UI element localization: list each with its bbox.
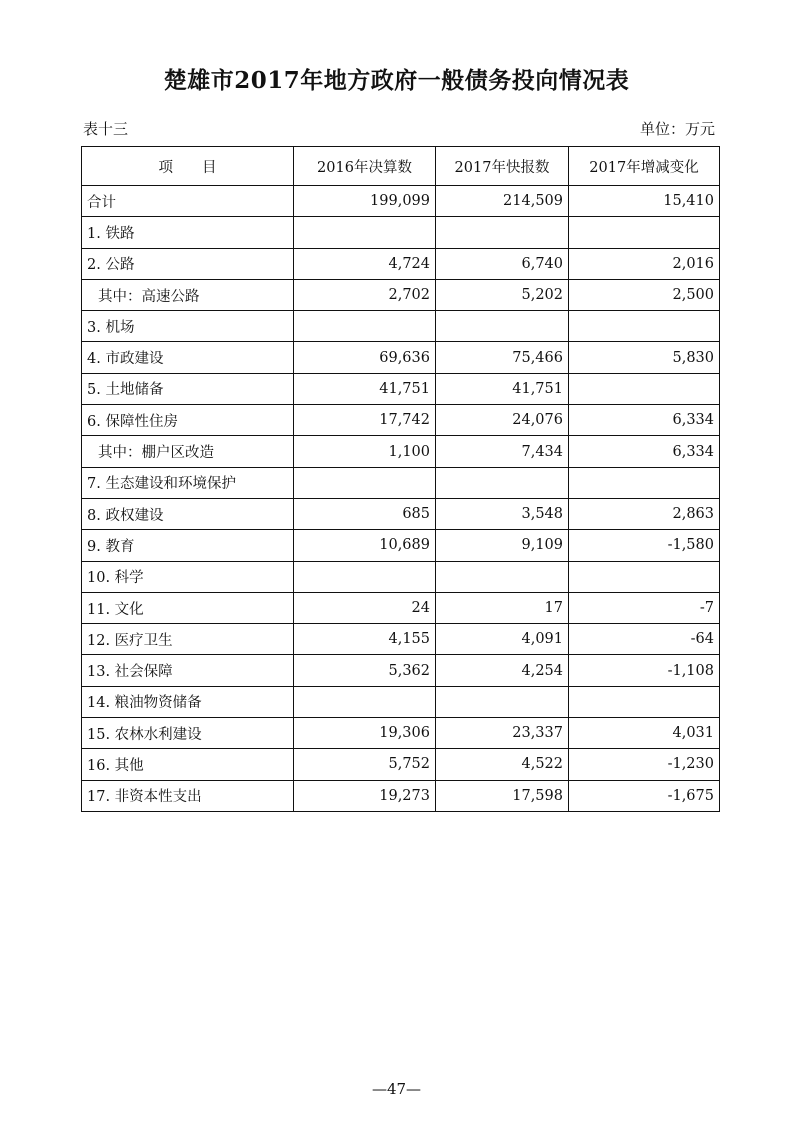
table-row xyxy=(82,436,720,467)
row-change-value xyxy=(569,561,720,592)
row-change-value: -7 xyxy=(569,592,720,623)
row-2016-value xyxy=(294,217,436,248)
row-2017-value xyxy=(436,467,569,498)
table-row xyxy=(82,311,720,342)
row-2017-value: 9,109 xyxy=(436,530,569,561)
debt-allocation-table xyxy=(81,146,720,812)
row-change-value: -1,230 xyxy=(569,749,720,780)
row-change-value: -1,675 xyxy=(569,780,720,811)
row-item-name: 其中：高速公路 xyxy=(82,279,294,310)
row-change-value: 6,334 xyxy=(569,436,720,467)
row-2016-value: 19,273 xyxy=(294,780,436,811)
row-2017-value xyxy=(436,311,569,342)
table-row xyxy=(82,467,720,498)
row-change-value: 15,410 xyxy=(569,186,720,217)
row-item-name: 5. 土地储备 xyxy=(82,373,294,404)
row-2016-value xyxy=(294,686,436,717)
table-row xyxy=(82,405,720,436)
row-2017-value xyxy=(436,686,569,717)
unit-label: 单位：万元 xyxy=(639,120,715,138)
table-row xyxy=(82,624,720,655)
row-item-name: 14. 粮油物资储备 xyxy=(82,686,294,717)
table-row xyxy=(82,498,720,529)
row-2016-value: 24 xyxy=(294,592,436,623)
row-2017-value: 5,202 xyxy=(436,279,569,310)
row-2017-value: 23,337 xyxy=(436,718,569,749)
row-change-value: -1,108 xyxy=(569,655,720,686)
row-2016-value: 5,362 xyxy=(294,655,436,686)
row-change-value xyxy=(569,686,720,717)
row-item-name: 10. 科学 xyxy=(82,561,294,592)
row-2017-value: 17,598 xyxy=(436,780,569,811)
table-row xyxy=(82,217,720,248)
table-row xyxy=(82,248,720,279)
table-row xyxy=(82,780,720,811)
row-2016-value xyxy=(294,311,436,342)
row-change-value xyxy=(569,311,720,342)
row-change-value xyxy=(569,217,720,248)
row-item-name: 3. 机场 xyxy=(82,311,294,342)
row-2016-value: 10,689 xyxy=(294,530,436,561)
row-item-name: 4. 市政建设 xyxy=(82,342,294,373)
row-2017-value: 4,522 xyxy=(436,749,569,780)
header-2016-final: 2016年决算数 xyxy=(294,147,436,186)
header-2017-change: 2017年增减变化 xyxy=(569,147,720,186)
row-item-name: 8. 政权建设 xyxy=(82,498,294,529)
row-change-value: 4,031 xyxy=(569,718,720,749)
row-2017-value: 4,254 xyxy=(436,655,569,686)
document-title: 楚雄市2017年地方政府一般债务投向情况表 xyxy=(163,67,630,94)
table-row xyxy=(82,749,720,780)
table-row xyxy=(82,373,720,404)
row-2016-value: 4,155 xyxy=(294,624,436,655)
row-2017-value: 7,434 xyxy=(436,436,569,467)
page-number: —47— xyxy=(371,1080,422,1098)
row-item-name: 2. 公路 xyxy=(82,248,294,279)
row-2016-value: 41,751 xyxy=(294,373,436,404)
row-2017-value: 41,751 xyxy=(436,373,569,404)
row-item-name: 17. 非资本性支出 xyxy=(82,780,294,811)
row-item-name: 12. 医疗卫生 xyxy=(82,624,294,655)
row-change-value: 2,500 xyxy=(569,279,720,310)
row-change-value: 6,334 xyxy=(569,405,720,436)
table-row xyxy=(82,592,720,623)
table-row xyxy=(82,342,720,373)
row-item-name: 13. 社会保障 xyxy=(82,655,294,686)
row-item-name: 16. 其他 xyxy=(82,749,294,780)
row-2017-value: 3,548 xyxy=(436,498,569,529)
row-2016-value: 5,752 xyxy=(294,749,436,780)
row-item-name: 11. 文化 xyxy=(82,592,294,623)
table-row xyxy=(82,561,720,592)
row-2016-value: 2,702 xyxy=(294,279,436,310)
table-row xyxy=(82,718,720,749)
row-item-name: 6. 保障性住房 xyxy=(82,405,294,436)
row-2017-value: 214,509 xyxy=(436,186,569,217)
table-row xyxy=(82,530,720,561)
row-2016-value: 17,742 xyxy=(294,405,436,436)
row-2016-value: 69,636 xyxy=(294,342,436,373)
row-2017-value: 4,091 xyxy=(436,624,569,655)
header-item: 项 目 xyxy=(82,147,294,186)
row-2016-value: 685 xyxy=(294,498,436,529)
row-2017-value: 24,076 xyxy=(436,405,569,436)
table-number-label: 表十三 xyxy=(83,120,129,138)
row-item-name: 9. 教育 xyxy=(82,530,294,561)
row-change-value: 2,016 xyxy=(569,248,720,279)
row-change-value: -1,580 xyxy=(569,530,720,561)
row-2017-value: 75,466 xyxy=(436,342,569,373)
header-2017-flash: 2017年快报数 xyxy=(436,147,569,186)
row-2017-value: 6,740 xyxy=(436,248,569,279)
row-2017-value xyxy=(436,561,569,592)
row-2016-value: 199,099 xyxy=(294,186,436,217)
row-item-name: 15. 农林水利建设 xyxy=(82,718,294,749)
row-item-name: 1. 铁路 xyxy=(82,217,294,248)
row-2016-value: 1,100 xyxy=(294,436,436,467)
row-item-name: 7. 生态建设和环境保护 xyxy=(82,467,294,498)
row-change-value: 2,863 xyxy=(569,498,720,529)
row-change-value: 5,830 xyxy=(569,342,720,373)
row-change-value xyxy=(569,373,720,404)
row-item-name: 其中：棚户区改造 xyxy=(82,436,294,467)
row-2016-value: 19,306 xyxy=(294,718,436,749)
table-row xyxy=(82,279,720,310)
row-2017-value xyxy=(436,217,569,248)
row-change-value xyxy=(569,467,720,498)
table-body xyxy=(82,186,720,812)
row-change-value: -64 xyxy=(569,624,720,655)
row-2016-value xyxy=(294,561,436,592)
table-header-row xyxy=(82,147,720,186)
row-2016-value xyxy=(294,467,436,498)
row-2016-value: 4,724 xyxy=(294,248,436,279)
row-item-name: 合计 xyxy=(82,186,294,217)
table-row xyxy=(82,655,720,686)
row-2017-value: 17 xyxy=(436,592,569,623)
table-row xyxy=(82,686,720,717)
table-row xyxy=(82,186,720,217)
